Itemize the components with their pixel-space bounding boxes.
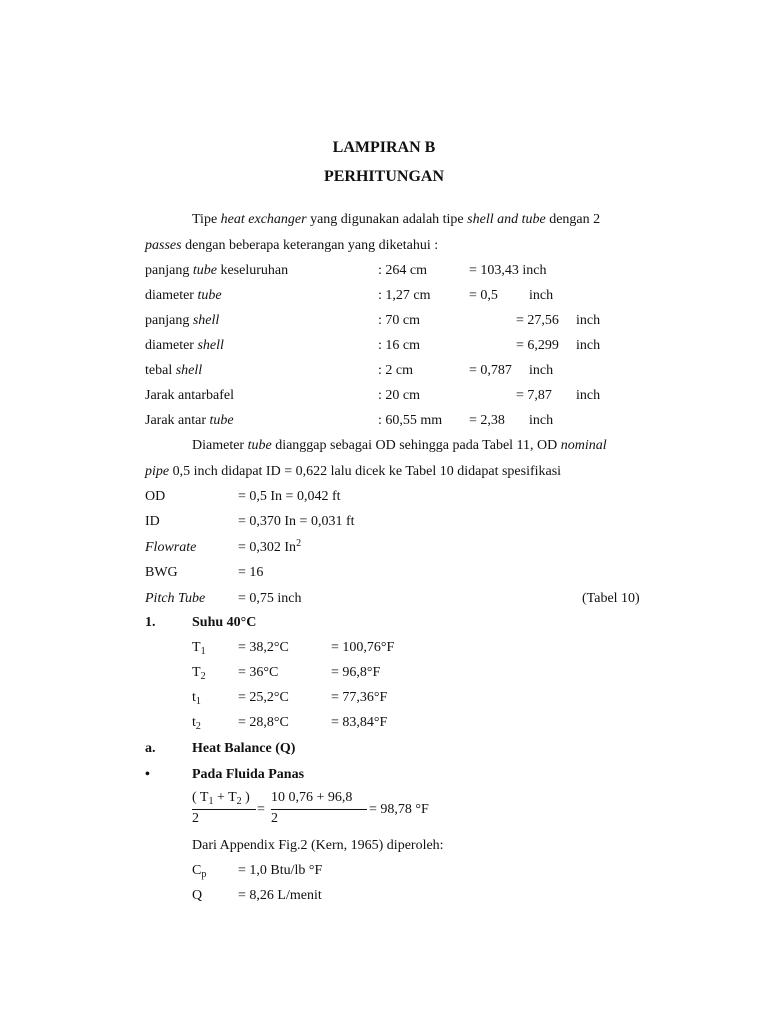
hot-fluid-title: Pada Fluida Panas <box>192 767 305 782</box>
flowrate-value: = 0,302 In$^2$ <box>238 538 302 555</box>
temperature-celsius: = 38,2°C <box>238 640 289 655</box>
temperature-celsius: = 25,2°C <box>238 690 289 705</box>
bwg-value: = 16 <box>238 565 264 580</box>
pitch-reference: (Tabel 10) <box>582 591 640 606</box>
fraction-denominator: 2 <box>271 811 278 826</box>
spec-conversion: = 27,56 <box>516 313 559 328</box>
q-symbol: Q <box>192 888 203 903</box>
page-subtitle: PERHITUNGAN <box>323 168 444 185</box>
spec-unit: inch <box>576 338 601 353</box>
spec-conversion: = 2,38 <box>469 413 505 428</box>
spec-unit: inch <box>576 388 601 403</box>
formula-result: = 98,78 °F <box>369 802 429 817</box>
temperature-symbol: $t_2$ <box>192 715 201 732</box>
temperature-fahrenheit: = 100,76°F <box>331 640 395 655</box>
spec-value: : 60,55 mm <box>378 413 443 428</box>
spec-conversion: = 6,299 <box>516 338 559 353</box>
spec-label: Jarak antarbafel <box>145 388 234 403</box>
spec-value: : 16 cm <box>378 338 420 353</box>
fraction-bar <box>192 809 256 810</box>
temperature-symbol: $t_1$ <box>192 690 201 707</box>
temperature-symbol: $T_2$ <box>192 665 206 682</box>
para2-line-1: Diameter tube dianggap sebagai OD sehingga pada Tabel 11, OD nominal <box>192 438 607 453</box>
spec-unit: inch <box>529 288 554 303</box>
spec-label: diameter tube <box>145 288 222 303</box>
id-value: = 0,370 In = 0,031 ft <box>238 514 355 529</box>
intro-line-2: passes dengan beberapa keterangan yang diketahui : <box>145 238 439 253</box>
spec-value: : 2 cm <box>378 363 413 378</box>
spec-value: : 1,27 cm <box>378 288 431 303</box>
spec-conversion: = 103,43 inch <box>469 263 547 278</box>
od-value: = 0,5 In = 0,042 ft <box>238 489 341 504</box>
section-a-title: Heat Balance (Q) <box>192 741 296 756</box>
fraction-value-sum <box>271 790 367 834</box>
od-label: OD <box>145 489 166 504</box>
section-a-number: a. <box>145 741 156 756</box>
equals-sign: = <box>257 802 265 817</box>
fraction-numerator: ( $T_1 + T_2$ ) <box>192 790 250 807</box>
para2-line-2: pipe 0,5 inch didapat ID = 0,622 lalu dicek ke Tabel 10 didapat spesifikasi <box>145 464 562 479</box>
temperature-fahrenheit: = 96,8°F <box>331 665 381 680</box>
spec-conversion: = 0,787 <box>469 363 512 378</box>
spec-label: panjang tube keseluruhan <box>145 263 289 278</box>
intro-line-1: Tipe heat exchanger yang digunakan adalah tipe shell and tube dengan 2 <box>192 212 601 227</box>
flowrate-label: Flowrate <box>145 540 197 555</box>
section-1-number: 1. <box>145 615 156 630</box>
spec-label: tebal shell <box>145 363 203 378</box>
id-label: ID <box>145 514 160 529</box>
temperature-celsius: = 36°C <box>238 665 279 680</box>
spec-unit: inch <box>576 313 601 328</box>
spec-conversion: = 7,87 <box>516 388 552 403</box>
temperature-celsius: = 28,8°C <box>238 715 289 730</box>
fraction-denominator: 2 <box>192 811 199 826</box>
cp-symbol: $C_p$ <box>192 863 207 880</box>
bwg-label: BWG <box>145 565 178 580</box>
spec-unit: inch <box>529 363 554 378</box>
spec-value: : 20 cm <box>378 388 420 403</box>
spec-value: : 264 cm <box>378 263 427 278</box>
spec-unit: inch <box>529 413 554 428</box>
section-1-title: Suhu 40°C <box>192 615 257 630</box>
spec-conversion: = 0,5 <box>469 288 498 303</box>
fraction-numerator: 10 0,76 + 96,8 <box>271 790 353 805</box>
temperature-fahrenheit: = 83,84°F <box>331 715 388 730</box>
fraction-bar <box>271 809 367 810</box>
q-value: = 8,26 L/menit <box>238 888 322 903</box>
pitch-value: = 0,75 inch <box>238 591 302 606</box>
spec-label: panjang shell <box>145 313 220 328</box>
fraction-temperature-sum <box>192 790 256 834</box>
temperature-fahrenheit: = 77,36°F <box>331 690 388 705</box>
appendix-note: Dari Appendix Fig.2 (Kern, 1965) diperoleh: <box>192 838 444 853</box>
spec-label: diameter shell <box>145 338 224 353</box>
page-title: LAMPIRAN B <box>332 139 436 156</box>
bullet-marker: • <box>145 767 150 782</box>
cp-value: = 1,0 Btu/lb °F <box>238 863 323 878</box>
spec-label: Jarak antar tube <box>145 413 234 428</box>
temperature-symbol: $T_1$ <box>192 640 206 657</box>
pitch-label: Pitch Tube <box>145 591 206 606</box>
spec-value: : 70 cm <box>378 313 420 328</box>
